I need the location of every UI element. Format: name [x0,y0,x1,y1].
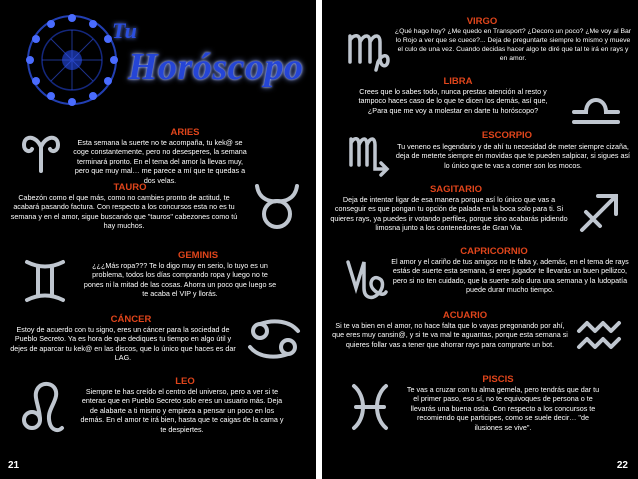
tauro-text: Cabezón como el que más, como no cambies pronto de actitud, te acabará pasando factura. Con respecto a los concursos esta no es tu semana y en el amor, sigue buscando que "tauros" cabezones como tú hay muchos. [10,193,238,231]
cancer-heading: CÁNCER [110,314,152,325]
leo-heading: LEO [175,376,195,387]
acuario-text: Si te va bien en el amor, no hace falta que lo vayas pregonando por ahí, que eres muy cansin@, y si te va mal te aguantas, porque esta semana si quieres follar vas a tener que ahorrar rays para comprarte un bot. [332,321,568,349]
capricornio-text: El amor y el cariño de tus amigos no te falta y, además, en el tema de rays estás de suerte esta semana, si eres jugador te llevarás un buen pellizco, pero si no ten cuidado, que la suerte solo dura una semana y la ludopatía puede durar mucho tiempo. [391,257,629,295]
aries-icon [16,126,66,178]
geminis-heading: GEMINIS [177,250,219,261]
aries-heading: ARIES [170,127,200,138]
piscis-text: Te vas a cruzar con tu alma gemela, pero tendrás que dar tu el primer paso, eso sí, no te equivoques de persona o te llevarás una buena ostia. Con respecto a los concursos te recomiendo que participes, como se suele decir… "de ilusiones se vive". [406,385,600,432]
escorpio-text: Tu veneno es legendario y de ahí tu necesidad de meter siempre cizaña, deja de meterte siempre en movidas que te pueden salpicar, si sigues así lo único que te vas a comer son los mocos. [395,142,631,170]
zodiac-wheel-icon [22,10,122,110]
virgo-text: ¿Qué hago hoy? ¿Me quedo en Transport? ¿Decoro un poco? ¿Me voy al Bar lo Rojo a ver que se cuece?... Deja de preguntarte siempre lo mismo y mueve el culo de una vez. Cuando decidas hacer algo te diré que tal te irá en rays y en amor. [394,28,632,62]
tauro-icon [246,176,308,236]
piscis-icon [344,378,396,436]
virgo-icon [344,26,394,76]
title-tu: Tu [112,18,137,43]
right-page [322,0,638,479]
libra-heading: LIBRA [443,76,473,87]
left-page [0,0,316,479]
sagitario-icon [574,186,626,238]
geminis-icon [20,254,70,308]
tauro-heading: TAURO [113,182,147,193]
cancer-text: Estoy de acuerdo con tu signo, eres un cáncer para la sociedad de Pueblo Secreto. Ya es hora de que dediques tu tiempo en algo útil y dejes de aparcar tu kek@ en las discos, que lo único que haces es dar LAG. [10,325,236,363]
libra-text: Crees que lo sabes todo, nunca prestas atención al resto y tampoco haces caso de lo que te dicen los demás, así que, ¿Para que me voy a molestar en darte tu horóscopo? [358,87,548,115]
capricornio-heading: CAPRICORNIO [460,246,528,257]
libra-icon [568,80,624,130]
capricornio-icon [342,252,392,304]
page-title: Horóscopo [128,46,304,88]
escorpio-icon [346,130,392,180]
escorpio-heading: ESCORPIO [481,130,533,141]
leo-icon [16,378,68,440]
piscis-heading: PISCIS [482,374,514,385]
acuario-heading: ACUARIO [442,310,488,321]
virgo-heading: VIRGO [466,16,498,27]
acuario-icon [574,314,626,360]
sagitario-text: Deja de intentar ligar de esa manera porque así lo único que vas a conseguir es que pongan tu opción de palada en la boca solo para ti. Si quieres rays, ya puedes ir votando perfiles, porque sino acabarás pidiendo limosna junto a los contenedores de Gran Via. [330,195,568,233]
page-number-right: 22 [616,460,628,471]
aries-text: Esta semana la suerte no te acompaña, tu kek@ se coge constantemente, pero no desesperes, la semana terminará pronto. En el tema del amor la llevas muy, pero que muy mal… me parece a mí que te quedas a dos velas. [73,138,247,185]
cancer-icon [244,314,304,364]
leo-text: Siempre te has creído el centro del universo, pero a ver si te enteras que en Pueblo Secreto solo eres un usuario más. Deja de alabarte a ti mismo y empieza a pensar un poco en los demás. En el amor te irá bien, hasta que te caigas de la cama y te despiertes. [80,387,284,434]
sagitario-heading: SAGITARIO [429,184,483,195]
page-number-left: 21 [8,460,20,471]
geminis-text: ¿¿¿Más ropa??? Te lo digo muy en serio, lo tuyo es un problema, todos los días comprando ropa y luego no te pones ni la mitad de las cosas. Ahorra un poco que luego se te acaba el VIP y llorás. [83,261,277,299]
